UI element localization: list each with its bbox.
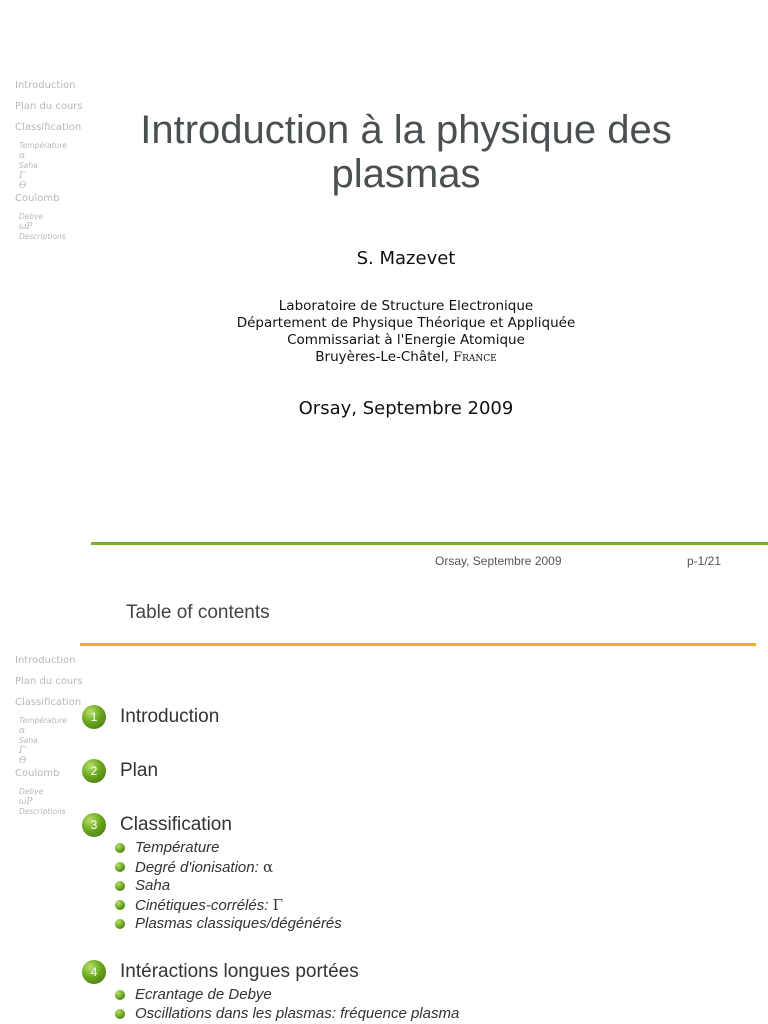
- nav-theta[interactable]: ϴ: [19, 756, 27, 766]
- bullet-icon: [115, 900, 125, 910]
- affiliation-location: [100, 349, 712, 366]
- toc-subsections: [115, 985, 742, 1023]
- nav-theta[interactable]: ϴ: [19, 181, 27, 191]
- affiliation: [100, 298, 712, 366]
- nav-saha[interactable]: Saha: [19, 161, 38, 170]
- bullet-icon: [115, 843, 125, 853]
- subsection-label: Température: [135, 839, 220, 856]
- nav-alpha[interactable]: α: [19, 151, 26, 161]
- toc-subsections: [115, 838, 742, 933]
- nav-coulomb[interactable]: Coulomb: [15, 768, 60, 779]
- bullet-icon: [115, 1009, 125, 1019]
- nav-debye[interactable]: Debye: [19, 212, 44, 221]
- subsection-label: Oscillations dans les plasmas: fréquence plasma: [135, 1005, 460, 1022]
- toc-slide: [0, 578, 768, 1024]
- footer-date: Orsay, Septembre 2009: [435, 554, 562, 568]
- section-label: Introduction: [120, 706, 220, 727]
- nav-plan[interactable]: Plan du cours: [15, 101, 83, 112]
- toc-section: [82, 959, 742, 1023]
- nav-temperature[interactable]: Température: [19, 141, 68, 150]
- section-number-ball: 3: [82, 813, 106, 837]
- affiliation-line: Laboratoire de Structure Electronique: [278, 298, 534, 314]
- heading-divider: [80, 643, 756, 646]
- nav-omega[interactable]: ωP: [19, 797, 33, 807]
- nav-gamma[interactable]: Γ: [19, 171, 26, 181]
- section-label: Plan: [120, 760, 159, 781]
- footer-divider: [91, 542, 768, 545]
- toc-subsection-correles[interactable]: [115, 895, 742, 914]
- toc-subsection-saha[interactable]: [115, 876, 742, 895]
- section-label: Classification: [120, 814, 232, 835]
- section-label: Intéractions longues portées: [120, 961, 359, 982]
- nav-saha[interactable]: Saha: [19, 736, 38, 745]
- nav-descriptions[interactable]: Descriptions: [19, 807, 66, 816]
- subsection-label: [135, 858, 273, 876]
- slide-heading: Table of contents: [126, 602, 270, 623]
- nav-classification[interactable]: Classification: [15, 122, 82, 133]
- bullet-icon: [115, 919, 125, 929]
- nav-debye[interactable]: Debye: [19, 787, 44, 796]
- author: S. Mazevet: [356, 248, 456, 269]
- footer-page-number: p-1/21: [687, 554, 722, 568]
- nav-alpha[interactable]: α: [19, 726, 26, 736]
- bullet-icon: [115, 881, 125, 891]
- section-number-ball: 2: [82, 759, 106, 783]
- toc-subsection-oscillations[interactable]: [115, 1004, 742, 1023]
- toc-section-introduction[interactable]: [82, 704, 742, 730]
- presentation-title: Introduction à la physique des plasmas: [140, 108, 672, 196]
- toc-subsection-temperature[interactable]: [115, 838, 742, 857]
- subsection-text: Cinétiques-corrélés:: [135, 896, 269, 914]
- section-number-ball: 1: [82, 705, 106, 729]
- toc-section: [82, 812, 742, 933]
- toc-section: [82, 704, 742, 730]
- toc-section-plan[interactable]: [82, 758, 742, 784]
- subsection-label: [135, 896, 283, 914]
- bullet-icon: [115, 862, 125, 872]
- nav-introduction[interactable]: Introduction: [15, 655, 76, 666]
- nav-gamma[interactable]: Γ: [19, 746, 26, 756]
- subsection-label: Saha: [135, 877, 171, 894]
- affiliation-line: Commissariat à l'Energie Atomique: [287, 332, 525, 348]
- presentation-date: Orsay, Septembre 2009: [298, 398, 514, 419]
- table-of-contents: [82, 704, 742, 1023]
- gamma-symbol: Γ: [272, 895, 283, 914]
- alpha-symbol: α: [262, 857, 274, 876]
- nav-temperature[interactable]: Température: [19, 716, 68, 725]
- nav-classification[interactable]: Classification: [15, 697, 82, 708]
- location-prefix: Bruyères-Le-Châtel,: [315, 349, 449, 365]
- toc-section-interactions[interactable]: [82, 959, 742, 985]
- toc-section-classification[interactable]: [82, 812, 742, 838]
- toc-subsection-degeneres[interactable]: [115, 914, 742, 933]
- subsection-label: Ecrantage de Debye: [135, 986, 272, 1003]
- side-navigation: [15, 78, 85, 242]
- location-country: France: [453, 350, 497, 365]
- affiliation-line: Département de Physique Théorique et Appliquée: [236, 315, 576, 331]
- nav-descriptions[interactable]: Descriptions: [19, 232, 66, 241]
- nav-plan[interactable]: Plan du cours: [15, 676, 83, 687]
- nav-introduction[interactable]: Introduction: [15, 80, 76, 91]
- subsection-label: Plasmas classiques/dégénérés: [135, 915, 342, 932]
- toc-subsection-ionisation[interactable]: [115, 857, 742, 876]
- bullet-icon: [115, 990, 125, 1000]
- toc-subsection-debye[interactable]: [115, 985, 742, 1004]
- side-navigation: [15, 653, 85, 817]
- nav-omega[interactable]: ωP: [19, 222, 33, 232]
- subsection-text: Degré d'ionisation:: [135, 858, 259, 876]
- toc-section: [82, 758, 742, 784]
- nav-coulomb[interactable]: Coulomb: [15, 193, 60, 204]
- section-number-ball: 4: [82, 960, 106, 984]
